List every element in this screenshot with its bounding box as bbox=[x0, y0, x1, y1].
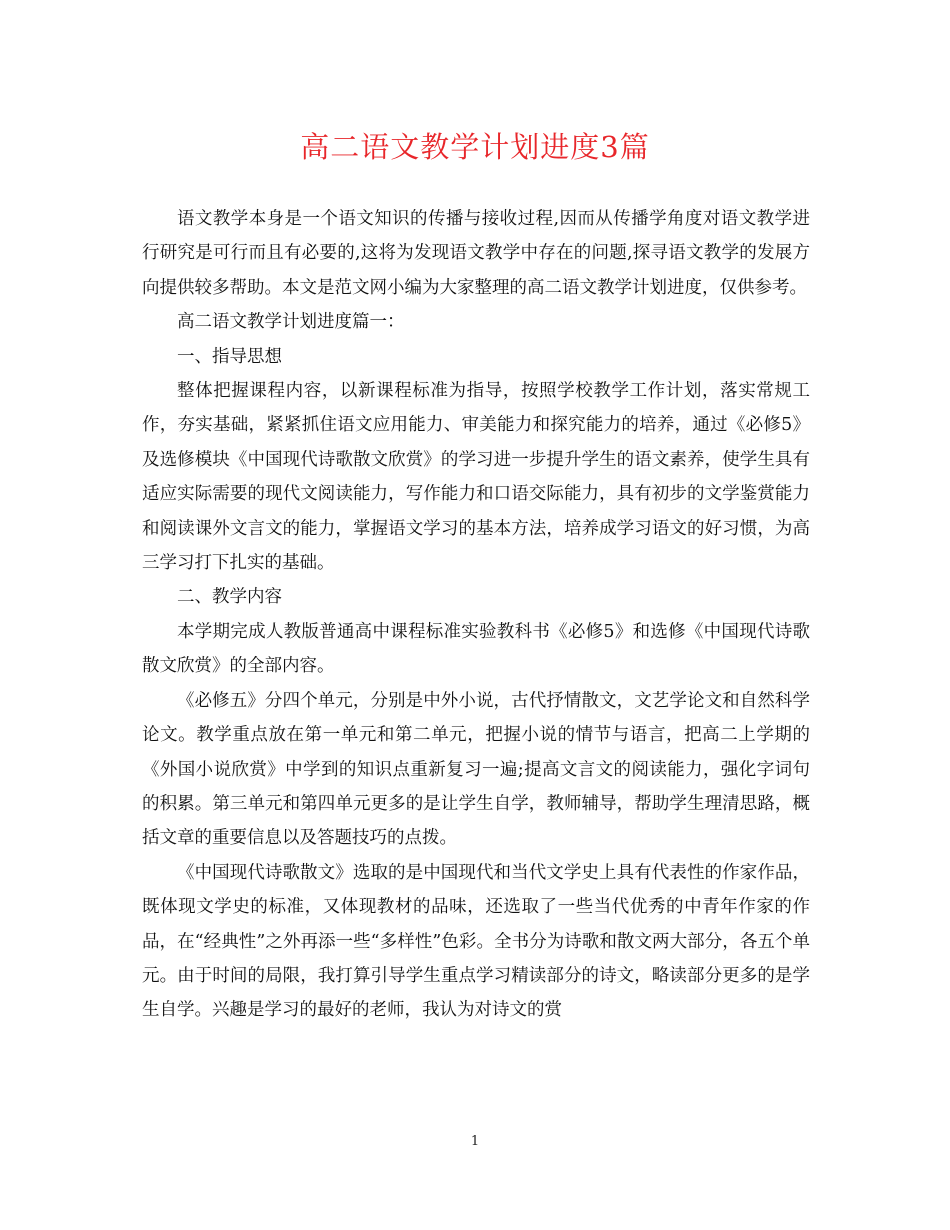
teaching-content-paragraph: 本学期完成人教版普通高中课程标准实验教科书《必修5》和选修《中国现代诗歌散文欣赏》的全部内容。 bbox=[142, 621, 810, 677]
heading-teaching-content: 二、教学内容 bbox=[177, 587, 282, 608]
compulsory-five-paragraph: 《必修五》分四个单元，分别是中外小说，古代抒情散文，文艺学论文和自然科学论文。教学重点放在第一单元和第二单元，把握小说的情节与语言，把高二上学期的《外国小说欣赏》中学到的知识点重新复习一遍;提高文言文的阅读能力，强化字词句的积累。第三单元和第四单元更多的是让学生自学，教师辅导，帮助学生理清思路，概括文章的重要信息以及答题技巧的点拨。 bbox=[142, 690, 810, 849]
heading-guiding-ideology: 一、指导思想 bbox=[177, 346, 282, 367]
section-heading-part-one: 高二语文教学计划进度篇一： bbox=[177, 312, 405, 333]
guiding-ideology-paragraph: 整体把握课程内容，以新课程标准为指导，按照学校教学工作计划，落实常规工作，夯实基础，紧紧抓住语文应用能力、审美能力和探究能力的培养，通过《必修5》及选修模块《中国现代诗歌散文欣赏》的学习进一步提升学生的语文素养，使学生具有适应实际需要的现代文阅读能力，写作能力和口语交际能力，具有初步的文学鉴赏能力和阅读课外文言文的能力，掌握语文学习的基本方法，培养成学习语文的好习惯，为高三学习打下扎实的基础。 bbox=[142, 381, 810, 574]
modern-poetry-prose-paragraph: 《中国现代诗歌散文》选取的是中国现代和当代文学史上具有代表性的作家作品，既体现文学史的标准，又体现教材的品味，还选取了一些当代优秀的中青年作家的作品，在“经典性”之外再添一些“多样性”色彩。全书分为诗歌和散文两大部分，各五个单元。由于时间的局限，我打算引导学生重点学习精读部分的诗文，略读部分更多的是学生自学。兴趣是学习的最好的老师，我认为对诗文的赏 bbox=[142, 862, 810, 1021]
document-title: 高二语文教学计划进度3篇 bbox=[300, 130, 650, 164]
page-number: 1 bbox=[470, 1134, 480, 1149]
intro-paragraph: 语文教学本身是一个语文知识的传播与接收过程,因而从传播学角度对语文教学进行研究是可行而且有必要的,这将为发现语文教学中存在的问题,探寻语文教学的发展方向提供较多帮助。本文是范文网小编为大家整理的高二语文教学计划进度，仅供参考。 bbox=[142, 209, 810, 298]
document-body bbox=[142, 202, 810, 1028]
